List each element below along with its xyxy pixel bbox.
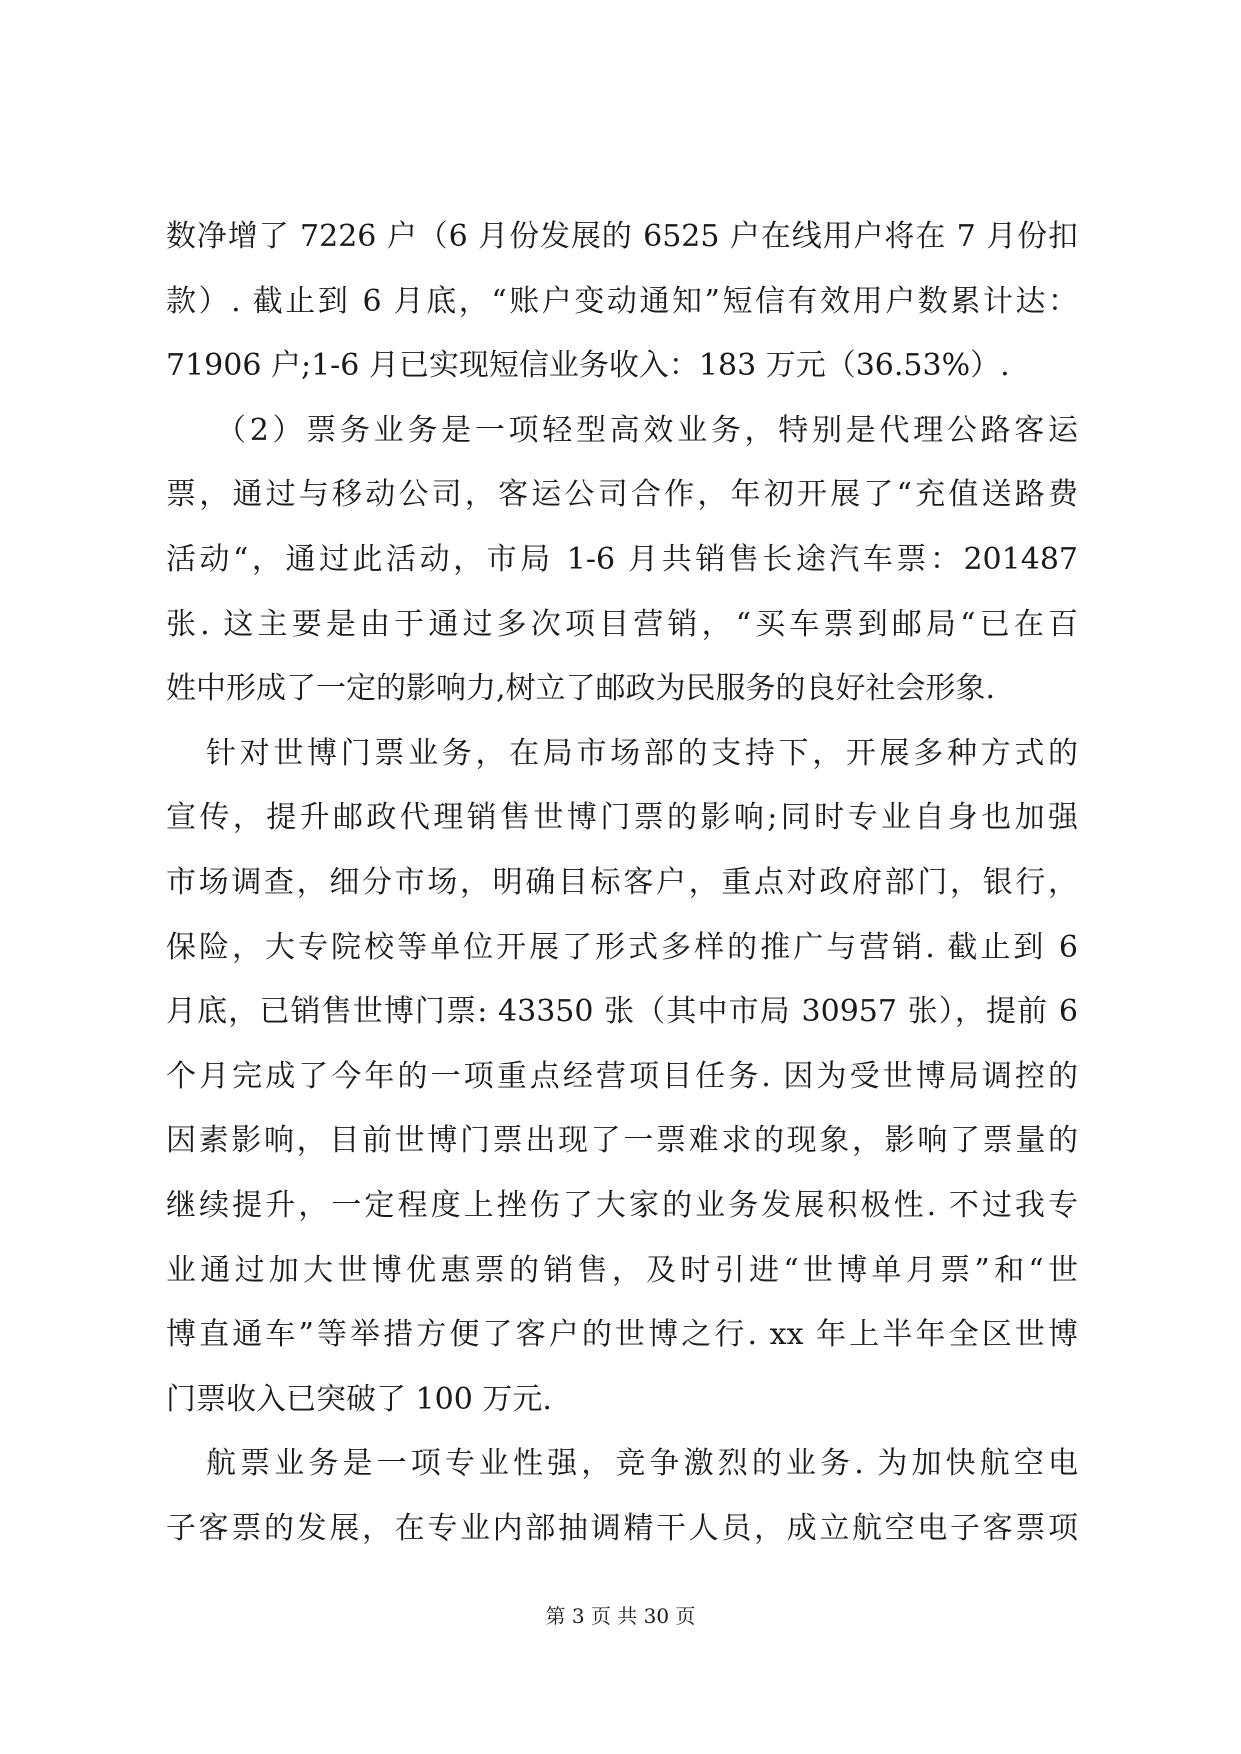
text-line: 航票业务是一项专业性强，竞争激烈的业务. 为加快航空电: [206, 1446, 1078, 1482]
text-line: 博直通车”等举措方便了客户的世博之行. xx 年上半年全区世博: [166, 1317, 1078, 1353]
text-line: 数净增了 7226 户（6 月份发展的 6525 户在线用户将在 7 月份扣: [166, 219, 1078, 254]
document-body: [166, 205, 1078, 1561]
text-line: （2）票务业务是一项轻型高效业务，特别是代理公路客运: [216, 412, 1078, 448]
text-line: 张. 这主要是由于通过多次项目营销，“买车票到邮局“已在百: [166, 606, 1078, 642]
text-line: 个月完成了今年的一项重点经营项目任务. 因为受世博局调控的: [166, 1058, 1078, 1094]
text-line: 因素影响，目前世博门票出现了一票难求的现象，影响了票量的: [166, 1123, 1078, 1159]
page-number-label: 第 3 页 共 30 页: [545, 1604, 696, 1628]
text-line: 市场调查，细分市场，明确目标客户，重点对政府部门，银行，: [166, 864, 1078, 900]
text-line: 宣传，提升邮政代理销售世博门票的影响;同时专业自身也加强: [166, 800, 1078, 836]
text-line: 业通过加大世博优惠票的销售，及时引进“世博单月票”和“世: [166, 1252, 1078, 1288]
text-line: 款）. 截止到 6 月底，“账户变动通知”短信有效用户数累计达：: [166, 283, 1078, 319]
text-line: 月底，已销售世博门票: 43350 张（其中市局 30957 张），提前 6: [166, 994, 1078, 1030]
text-line: 姓中形成了一定的影响力,树立了邮政为民服务的良好社会形象.: [166, 671, 996, 707]
text-line: 票，通过与移动公司，客运公司合作，年初开展了“充值送路费: [166, 477, 1078, 513]
text-line: 71906 户;1-6 月已实现短信业务收入：183 万元（36.53%）.: [166, 348, 1010, 384]
text-line: 保险，大专院校等单位开展了形式多样的推广与营销. 截止到 6: [166, 929, 1078, 965]
text-line: 活动“，通过此活动，市局 1-6 月共销售长途汽车票：201487: [166, 541, 1078, 577]
text-line: 门票收入已突破了 100 万元.: [166, 1381, 552, 1417]
text-line: 针对世博门票业务，在局市场部的支持下，开展多种方式的: [206, 735, 1078, 771]
text-line: 子客票的发展，在专业内部抽调精干人员，成立航空电子客票项: [166, 1510, 1078, 1546]
text-line: 继续提升，一定程度上挫伤了大家的业务发展积极性. 不过我专: [166, 1187, 1078, 1223]
page-footer: [0, 1604, 1241, 1628]
